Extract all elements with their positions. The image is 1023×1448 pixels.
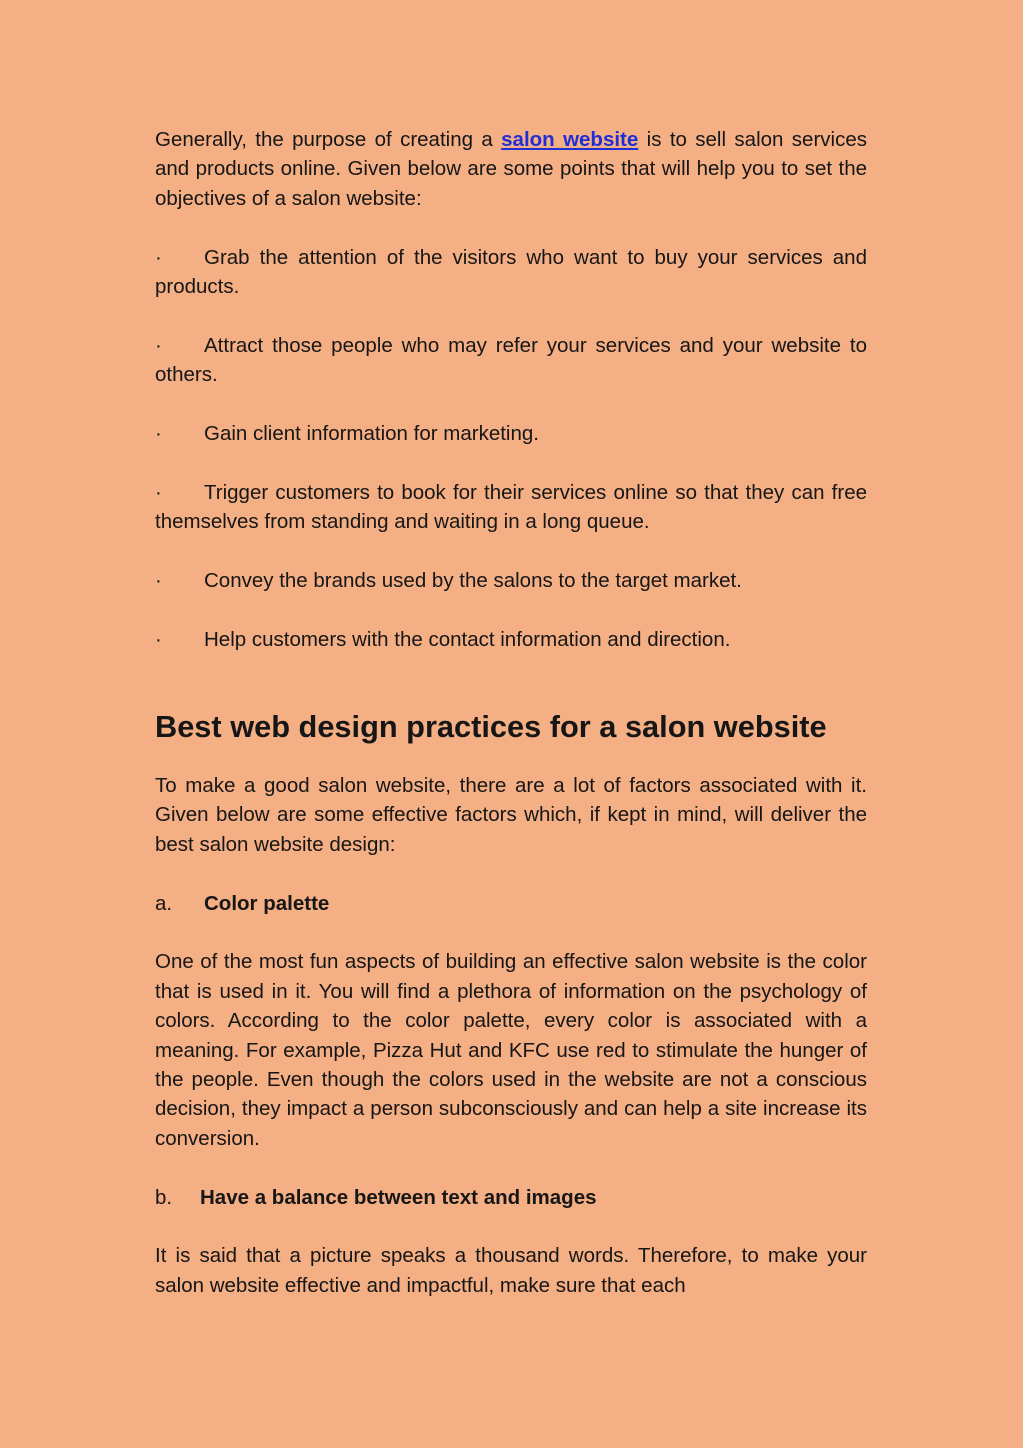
bullet-marker: · — [155, 480, 162, 504]
section-intro-paragraph: To make a good salon website, there are a lot of factors associated with it. Given below are some effective factors which, if kept in mind, will deliver the best salon website design: — [155, 774, 867, 856]
bullet-text: Help customers with the contact information and direction. — [204, 627, 731, 651]
bullet-marker: · — [155, 245, 162, 269]
bullet-marker: · — [155, 422, 162, 446]
bullet-text: Gain client information for marketing. — [204, 422, 539, 446]
subsection-title: Color palette — [204, 891, 330, 915]
document-content — [155, 125, 867, 1300]
bullet-item — [155, 243, 867, 302]
salon-website-link[interactable]: salon website — [501, 128, 639, 151]
bullet-item — [155, 419, 867, 448]
section-heading: Best web design practices for a salon website — [155, 709, 827, 745]
subsection-paragraph: It is said that a picture speaks a thousand words. Therefore, to make your salon website effective and impactful, make sure that each — [155, 1244, 867, 1297]
subsection-paragraph: One of the most fun aspects of building an effective salon website is the color that is used in it. You will find a plethora of information on the psychology of colors. According to the color palette, every color is associated with a meaning. For example, Pizza Hut and KFC use red to stimulate the hunger of the people. Even though the colors used in the website are not a conscious decision, they impact a person subconsciously and can help a site increase its conversion. — [155, 950, 867, 1150]
bullet-text: Grab the attention of the visitors who want to buy your services and products. — [155, 245, 867, 299]
bullet-item — [155, 566, 867, 595]
subsection-heading — [155, 889, 867, 918]
subsection-title: Have a balance between text and images — [200, 1185, 597, 1209]
subsection-marker: a. — [155, 891, 173, 915]
bullet-item — [155, 331, 867, 390]
bullet-item — [155, 478, 867, 537]
bullet-text: Convey the brands used by the salons to the target market. — [204, 569, 742, 593]
bullet-marker: · — [155, 333, 162, 357]
bullet-text: Attract those people who may refer your services and your website to others. — [155, 333, 867, 387]
subsection-marker: b. — [155, 1185, 173, 1209]
bullet-item — [155, 625, 867, 654]
intro-text-after-link: is to sell salon services and products online. Given below are some points that will help you to set the objectives of a salon website: — [155, 128, 867, 210]
intro-text-before-link: Generally, the purpose of creating a — [155, 128, 502, 151]
subsection-heading — [155, 1183, 867, 1212]
bullet-marker: · — [155, 627, 162, 651]
intro-paragraph — [155, 125, 867, 213]
bullet-text: Trigger customers to book for their services online so that they can free themselves from standing and waiting in a long queue. — [155, 480, 867, 534]
bullet-marker: · — [155, 569, 162, 593]
